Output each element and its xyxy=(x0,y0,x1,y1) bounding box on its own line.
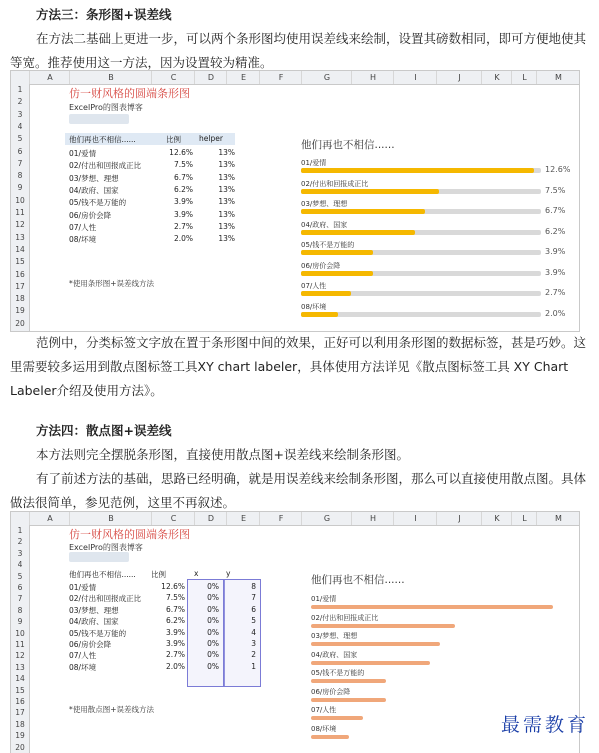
sheet-title: 仿一财风格的圆端条形图 xyxy=(69,528,190,541)
row-y: 2 xyxy=(251,650,256,660)
row-number: 17 xyxy=(15,281,25,291)
row-label: 07/人性 xyxy=(69,651,97,661)
column-letter: C xyxy=(151,512,195,525)
row-label: 05/钱不是万能的 xyxy=(69,628,127,638)
bar-category-label: 08/坏境 xyxy=(301,302,327,311)
row-number: 5 xyxy=(17,571,23,581)
row-x: 0% xyxy=(207,627,219,637)
column-letter: J xyxy=(436,512,482,525)
bar-value-label: 3.9% xyxy=(545,247,566,256)
row-number: 19 xyxy=(15,731,25,741)
method4-heading: 方法四：散点图+误差线 xyxy=(36,423,172,438)
bar xyxy=(301,312,338,317)
table-header-label: 他们再也不相信...... xyxy=(69,135,136,144)
example-paragraph-line2: 里需要较多运用到散点图标签工具XY chart labeler，具体使用方法详见《散点图标签工具 XY Chart xyxy=(10,359,569,374)
row-number: 12 xyxy=(15,651,25,661)
row-number: 1 xyxy=(17,85,23,94)
row-y: 4 xyxy=(251,627,256,637)
bar xyxy=(301,209,425,214)
row-number: 2 xyxy=(17,97,23,107)
row-number: 6 xyxy=(17,583,23,592)
bar-value-label: 6.7% xyxy=(545,206,566,215)
method4-paragraph2-line1: 有了前述方法的基础，思路已经明确，就是用误差线来绘制条形图，那么可以直接使用散点图。具体 xyxy=(36,471,587,486)
row-header-column xyxy=(11,525,30,753)
row-y: 3 xyxy=(251,639,256,648)
row-number: 8 xyxy=(17,605,23,615)
row-x: 0% xyxy=(207,616,219,626)
row-number: 13 xyxy=(15,232,25,242)
row-number: 11 xyxy=(15,640,25,649)
chart-title: 他们再也不相信...... xyxy=(311,574,405,586)
row-number: 6 xyxy=(17,146,23,156)
row-y: 5 xyxy=(251,616,256,626)
row-y: 6 xyxy=(251,604,256,614)
chart-title: 他们再也不相信...... xyxy=(301,139,395,151)
column-letter: K xyxy=(481,71,512,84)
bar-category-label: 04/政府、国家 xyxy=(311,650,358,659)
row-number: 3 xyxy=(17,109,23,119)
bar-value-label: 2.0% xyxy=(545,308,566,318)
row-percent: 12.6% xyxy=(169,148,193,157)
column-letter: I xyxy=(393,512,437,525)
bar xyxy=(301,168,534,173)
bar xyxy=(311,698,386,702)
method4-paragraph1: 本方法则完全摆脱条形图，直接使用散点图+误差线来绘制条形图。 xyxy=(36,447,409,462)
bar xyxy=(311,716,363,720)
row-number: 16 xyxy=(15,269,25,279)
method3-paragraph-line2: 等宽。推荐使用这一方法，因为设置较为精准。 xyxy=(10,55,273,70)
bar xyxy=(311,624,455,628)
column-letter: L xyxy=(511,71,537,84)
row-number: 20 xyxy=(15,318,25,328)
bar-category-label: 03/梦想、理想 xyxy=(311,632,358,640)
row-number: 17 xyxy=(15,708,25,718)
row-label: 06/房价会降 xyxy=(69,210,112,220)
column-header-row xyxy=(11,71,579,85)
row-number: 10 xyxy=(15,195,25,205)
bar-category-label: 08/坏境 xyxy=(311,724,337,733)
row-helper: 13% xyxy=(218,197,235,207)
column-letter: M xyxy=(536,512,580,525)
column-letter: D xyxy=(194,71,227,84)
bar-value-label: 2.7% xyxy=(545,288,566,297)
column-letter: B xyxy=(69,512,152,525)
method-note: *使用散点图+误差线方法 xyxy=(69,705,155,714)
column-letter: G xyxy=(301,512,352,525)
column-letter: M xyxy=(536,71,580,84)
bar-category-label: 05/钱不是万能的 xyxy=(301,241,355,249)
method-note: *使用条形图+误差线方法 xyxy=(69,279,155,288)
bar xyxy=(311,605,553,609)
row-number: 3 xyxy=(17,548,23,558)
row-number: 9 xyxy=(17,183,23,193)
bar-category-label: 02/付出和回报成正比 xyxy=(311,613,379,622)
row-number: 16 xyxy=(15,697,25,706)
row-number: 13 xyxy=(15,662,25,672)
bar xyxy=(311,679,386,683)
row-number: 11 xyxy=(15,208,25,217)
row-label: 05/钱不是万能的 xyxy=(69,198,127,208)
example-paragraph-line1: 范例中，分类标签文字放在置于条形图中间的效果，正好可以利用条形图的数据标签，甚是巧妙。这 xyxy=(36,335,587,350)
bar-category-label: 03/梦想、理想 xyxy=(301,200,348,208)
row-label: 01/爱情 xyxy=(69,583,97,592)
column-letter: D xyxy=(194,512,227,525)
bar-value-label: 12.6% xyxy=(545,165,571,174)
bar xyxy=(311,661,430,665)
row-helper: 13% xyxy=(218,172,235,182)
bar xyxy=(301,230,415,235)
row-number: 8 xyxy=(17,171,23,181)
bar xyxy=(311,735,349,739)
method3-paragraph-line1: 在方法二基础上更进一步，可以两个条形图均使用误差线来绘制，设置其磅数相同，即可方便地使其 xyxy=(36,31,587,46)
row-number: 18 xyxy=(15,719,25,729)
bar xyxy=(301,271,373,276)
row-number: 7 xyxy=(17,158,23,168)
method3-heading: 方法三：条形图+误差线 xyxy=(36,7,172,22)
row-number: 1 xyxy=(17,526,23,535)
row-number: 2 xyxy=(17,537,23,547)
row-percent: 2.0% xyxy=(173,234,193,244)
row-number: 4 xyxy=(17,560,23,570)
row-x: 0% xyxy=(207,593,219,603)
bar xyxy=(301,250,373,255)
bar-value-label: 3.9% xyxy=(545,267,566,277)
row-percent: 3.9% xyxy=(165,639,185,648)
bar-category-label: 05/钱不是万能的 xyxy=(311,669,365,677)
row-label: 04/政府、国家 xyxy=(69,185,119,195)
column-letter: A xyxy=(29,512,70,525)
row-number: 18 xyxy=(15,294,25,304)
row-label: 01/爱情 xyxy=(69,149,97,158)
row-number: 4 xyxy=(17,121,23,131)
bar-category-label: 01/爱情 xyxy=(311,595,337,603)
column-letter: F xyxy=(259,71,302,84)
table-header-helper: helper xyxy=(199,134,223,143)
row-percent: 6.2% xyxy=(165,616,185,626)
row-percent: 7.5% xyxy=(165,593,185,603)
row-helper: 13% xyxy=(218,160,235,170)
row-x: 0% xyxy=(207,650,219,660)
blurred-logo xyxy=(69,552,129,562)
row-percent: 2.7% xyxy=(165,650,185,660)
row-percent: 7.5% xyxy=(173,160,193,170)
row-percent: 2.7% xyxy=(173,221,193,231)
column-letter: F xyxy=(259,512,302,525)
bar-category-label: 06/房价会降 xyxy=(301,261,341,270)
row-number: 7 xyxy=(17,594,23,604)
row-helper: 13% xyxy=(218,209,235,219)
table-header-label: 他们再也不相信...... xyxy=(69,570,136,579)
row-percent: 6.7% xyxy=(165,604,185,614)
watermark-logo: 最需教育 xyxy=(500,714,589,736)
row-number: 12 xyxy=(15,220,25,230)
row-percent: 3.9% xyxy=(173,209,193,219)
row-number: 15 xyxy=(15,685,25,695)
row-percent: 2.0% xyxy=(165,661,185,671)
row-percent: 6.7% xyxy=(173,172,193,182)
row-label: 02/付出和回报成正比 xyxy=(69,161,142,171)
column-letter: J xyxy=(436,71,482,84)
column-letter: A xyxy=(29,71,70,84)
column-letter: I xyxy=(393,71,437,84)
column-header-row xyxy=(11,512,579,526)
row-percent: 3.9% xyxy=(165,627,185,637)
bar xyxy=(311,642,440,646)
bar xyxy=(301,291,351,296)
row-number: 9 xyxy=(17,617,23,627)
row-label: 02/付出和回报成正比 xyxy=(69,594,142,604)
bar-category-label: 07/人性 xyxy=(311,706,337,714)
row-label: 06/房价会降 xyxy=(69,640,112,649)
row-x: 0% xyxy=(207,582,219,591)
column-letter: H xyxy=(351,512,394,525)
row-y: 1 xyxy=(251,661,256,671)
row-x: 0% xyxy=(207,639,219,648)
row-number: 15 xyxy=(15,257,25,267)
row-helper: 13% xyxy=(218,221,235,231)
row-number: 14 xyxy=(15,244,25,254)
bar xyxy=(301,189,439,194)
bar-category-label: 02/付出和回报成正比 xyxy=(301,179,369,188)
example-paragraph-line3: Labeler介绍及使用方法》。 xyxy=(10,383,163,398)
bar-category-label: 07/人性 xyxy=(301,282,327,290)
row-label: 03/梦想、理想 xyxy=(69,173,119,183)
row-helper: 13% xyxy=(218,234,235,244)
column-letter: E xyxy=(226,71,260,84)
row-label: 03/梦想、理想 xyxy=(69,605,119,615)
row-number: 14 xyxy=(15,674,25,684)
table-header-pct: 比例 xyxy=(166,135,181,144)
row-label: 08/坏境 xyxy=(69,662,97,672)
row-x: 0% xyxy=(207,661,219,671)
blurred-logo xyxy=(69,114,129,124)
column-letter: E xyxy=(226,512,260,525)
column-letter: L xyxy=(511,512,537,525)
table-header-y: y xyxy=(226,569,231,578)
bar-category-label: 04/政府、国家 xyxy=(301,220,348,229)
row-number: 20 xyxy=(15,742,25,752)
bar-value-label: 7.5% xyxy=(545,185,566,195)
sheet-title: 仿一财风格的圆端条形图 xyxy=(69,87,190,100)
column-letter: B xyxy=(69,71,152,84)
bar-category-label: 01/爱情 xyxy=(301,159,327,167)
row-percent: 12.6% xyxy=(161,582,185,591)
row-number: 10 xyxy=(15,628,25,638)
row-label: 04/政府、国家 xyxy=(69,617,119,627)
row-label: 08/坏境 xyxy=(69,235,97,245)
row-y: 8 xyxy=(251,582,256,591)
row-percent: 6.2% xyxy=(173,184,193,194)
row-percent: 3.9% xyxy=(173,197,193,207)
row-label: 07/人性 xyxy=(69,222,97,232)
sheet-subtitle: ExcelPro的图表博客 xyxy=(69,103,143,112)
row-x: 0% xyxy=(207,604,219,614)
row-y: 7 xyxy=(251,593,256,603)
spreadsheet-screenshot-bar-errorbar xyxy=(10,70,580,332)
row-helper: 13% xyxy=(218,148,235,157)
column-letter: C xyxy=(151,71,195,84)
bar-category-label: 06/房价会降 xyxy=(311,687,351,696)
row-number: 5 xyxy=(17,134,23,144)
column-letter: K xyxy=(481,512,512,525)
row-header-column xyxy=(11,84,30,331)
bar-value-label: 6.2% xyxy=(545,226,566,236)
method4-paragraph2-line2: 做法很简单，参见范例，这里不再叙述。 xyxy=(10,495,236,510)
row-helper: 13% xyxy=(218,184,235,194)
table-header-pct: 比例 xyxy=(151,570,166,579)
column-letter: H xyxy=(351,71,394,84)
spreadsheet-screenshot-scatter-errorbar xyxy=(10,511,580,753)
sheet-subtitle: ExcelPro的图表博客 xyxy=(69,543,143,552)
row-number: 19 xyxy=(15,306,25,316)
table-header-x: x xyxy=(194,569,199,578)
column-letter: G xyxy=(301,71,352,84)
